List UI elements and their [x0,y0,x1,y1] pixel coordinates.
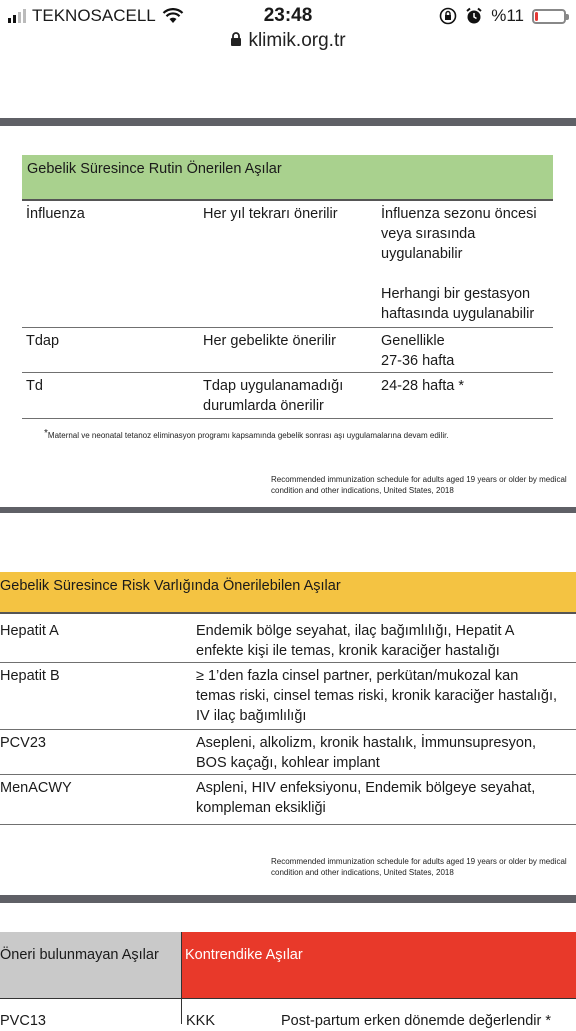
recommendation [203,376,343,416]
slide-divider [0,118,576,126]
slide-divider [0,507,576,513]
table-rule [22,418,553,419]
vaccine-name: Td [26,378,43,394]
table-rule [22,372,553,373]
timing-line: İnfluenza sezonu öncesi [381,206,537,222]
vaccine-name: PCV23 [0,735,46,751]
indication-line: kompleman eksikliği [196,800,326,816]
slide2-header [0,572,576,612]
clock: 23:48 [263,5,313,26]
indication-line: IV ilaç bağımlılığı [196,708,307,724]
indication-line: Asepleni, alkolizm, kronik hastalık, İmmunsupresyon, [196,735,537,751]
slide1-title: Gebelik Süresince Rutin Önerilen Aşılar [27,161,282,177]
vaccine-name: MenACWY [0,780,72,796]
status-bar [0,0,576,32]
source-line: Recommended immunization schedule for adults aged 19 years or older by medical [271,857,567,866]
indication [196,733,536,773]
battery-icon [532,9,566,24]
timing-line: 27-36 hafta [381,353,455,369]
recommendation-line: Tdap uygulanamadığı [203,378,344,394]
status-bar-right [439,6,566,26]
recommendation: Her yıl tekrarı önerilir [203,206,338,222]
source-line: Recommended immunization schedule for adults aged 19 years or older by medical [271,475,567,484]
no-recommendation-title: Öneri bulunmayan Aşılar [0,947,159,963]
alarm-icon [465,7,483,25]
slide2-title: Gebelik Süresince Risk Varlığında Önerilebilen Aşılar [0,578,341,594]
contraindicated-title: Kontrendike Aşılar [185,947,303,963]
footnote-mark: * [44,428,48,439]
source-citation [271,474,567,496]
indication-line: BOS kaçağı, kohlear implant [196,755,380,771]
table-rule [0,774,576,775]
url-domain: klimik.org.tr [248,30,346,51]
table-rule [0,998,576,999]
vaccine-name: Tdap [26,333,60,349]
vaccine-name: PVC13 [0,1013,46,1029]
slide3-header-right [181,932,576,998]
table-rule [0,662,576,663]
timing-line: haftasında uygulanabilir [381,306,535,322]
carrier-name: TEKNOSACELL [32,6,156,25]
table-rule [0,824,576,825]
lock-icon [230,32,242,47]
table-rule [22,199,553,201]
timing-line: Genellikle [381,333,445,349]
recommendation-line: durumlarda önerilir [203,398,324,414]
indication-line: temas riski, cinsel temas riski, kronik karaciğer hastalığı, [196,688,557,704]
recommendation: Her gebelikte önerilir [203,333,336,349]
source-citation [271,856,567,878]
vaccine-name: Hepatit A [0,623,59,639]
table-rule [0,612,576,614]
slide-divider [0,895,576,903]
timing-line: Herhangi bir gestasyon [381,286,531,302]
indication-line: ≥ 1’den fazla cinsel partner, perkütan/mukozal kan [196,668,519,684]
source-line: condition and other indications, United States, 2018 [271,486,454,495]
indication-line: Endemik bölge seyahat, ilaç bağımlılığı, Hepatit A [196,623,515,639]
orientation-lock-icon [439,7,457,25]
vaccine-name: Hepatit B [0,668,60,684]
battery-percent: %11 [491,6,524,25]
timing: 24-28 hafta * [381,378,465,394]
contraindication-note: Post-partum erken dönemde değerlendir * [281,1013,552,1029]
vaccine-name: İnfluenza [26,206,85,222]
timing-line: uygulanabilir [381,246,463,262]
timing [381,204,537,324]
timing-line: veya sırasında [381,226,476,242]
indication [196,666,557,726]
indication-line: Aspleni, HIV enfeksiyonu, Endemik bölgeye seyahat, [196,780,536,796]
indication [196,778,535,818]
timing [381,331,454,371]
vaccine-name: KKK [186,1013,216,1029]
footnote [44,428,449,440]
column-divider [181,932,182,1024]
indication-line: enfekte kişi ile temas, kronik karaciğer hastalığı [196,643,500,659]
table-rule [0,729,576,730]
slide3-header-left [0,932,181,998]
table-rule [22,327,553,328]
indication [196,621,514,661]
footnote-text: Maternal ve neonatal tetanoz eliminasyon programı kapsamında gebelik sonrası aşı uygulamalarına devam edilir. [47,431,449,440]
url-bar[interactable] [0,30,576,52]
battery-level [535,12,538,21]
source-line: condition and other indications, United States, 2018 [271,868,454,877]
slide1-header [22,155,553,199]
